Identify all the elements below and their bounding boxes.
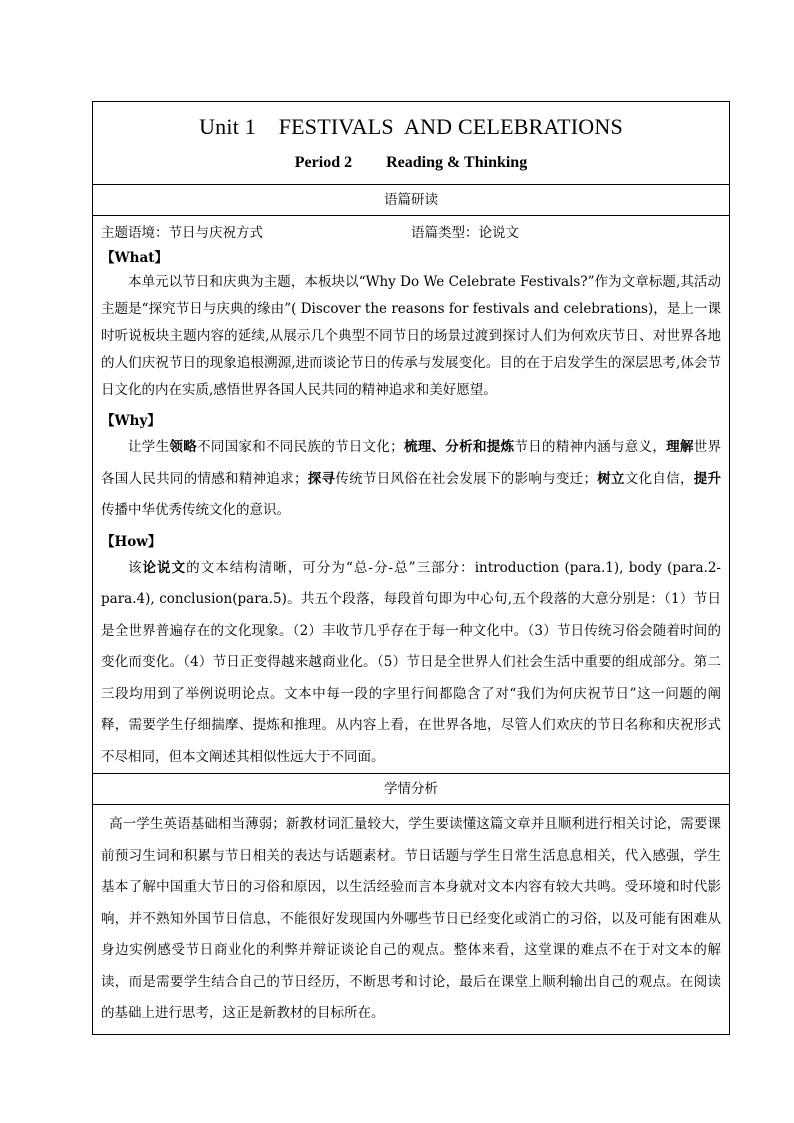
lesson-label: Reading & Thinking [386, 154, 528, 171]
period-label: Period 2 [294, 154, 353, 171]
title-cell [93, 102, 730, 185]
student-analysis-paragraph: 高一学生英语基础相当薄弱；新教材词汇量较大，学生要读懂这篇文章并且顺利进行相关讨论，需要课前预习生词和积累与节日相关的表达与话题素材。节日话题与学生日常生活息息相关，代入感强，学生基本了解中国重大节日的习俗和原因，以生活经验而言本身就对文本内容有较大共鸣。受环境和时代影响，并不熟知外国节日信息，不能很好发现国内外哪些节日已经变化或消亡的习俗，以及可能有困难从身边实例感受节日商业化的利弊并辩证谈论自己的观点。整体来看，这堂课的难点不在于对文本的解读，而是需要学生结合自己的节日经历，不断思考和讨论，最后在课堂上顺利输出自己的观点。在阅读的基础上进行思考，这正是新教材的目标所在。 [101, 816, 721, 1021]
topic-row [101, 219, 721, 247]
theme-context: 主题语境：节日与庆祝方式 [101, 225, 263, 241]
what-paragraph: 本单元以节日和庆典为主题，本板块以“Why Do We Celebrate Festivals?”作为文章标题,其活动主题是“探究节日与庆典的缘由”( Discover the reasons for festivals and celebrations)，是上一课时听说板块主题内容的延续,从展示几个典型不同节日的场景过渡到探讨人们为何欢庆节日、对世界各地的人们庆祝节日的现象追根溯源,进而谈论节日的传承与发展变化。目的在于启发学生的深层思考,体会节日文化的内在实质,感悟世界各国人民共同的精神追求和美好愿望。 [101, 274, 721, 398]
what-label: 【What】 [101, 250, 168, 266]
unit-title: Unit 1 FESTIVALS AND CELEBRATIONS [199, 114, 623, 139]
text-study-heading: 语篇研读 [93, 185, 730, 216]
text-genre: 语篇类型：论说文 [411, 225, 519, 241]
how-paragraph: 该论说文的文本结构清晰，可分为“总-分-总”三部分：introduction (para.1), body (para.2-para.4), conclusion(para.5)。共五个段落，每段首句即为中心句,五个段落的大意分别是：（1）节日是全世界普遍存在的文化现象。（2）丰收节几乎存在于每一种文化中。（3）节日传统习俗会随着时间的变化而变化。（4）节日正变得越来越商业化。（5）节日是全世界人们社会生活中重要的组成部分。第二三段均用到了举例说明论点。文本中每一段的字里行间都隐含了对“我们为何庆祝节日”这一问题的阐释，需要学生仔细揣摩、提炼和推理。从内容上看，在世界各地，尽管人们欢庆的节日名称和庆祝形式不尽相同，但本文阐述其相似性远大于不同面。 [101, 559, 721, 765]
student-analysis-heading: 学情分析 [93, 774, 730, 805]
why-paragraph: 让学生领略不同国家和不同民族的节日文化；梳理、分析和提炼节日的精神内涵与意义，理解世界各国人民共同的情感和精神追求；探寻传统节日风俗在社会发展下的影响与变迁；树立文化自信，提升传播中华优秀传统文化的意识。 [101, 439, 722, 518]
lesson-plan-table [92, 101, 730, 1035]
how-label: 【How】 [101, 533, 162, 550]
student-analysis-cell [93, 805, 730, 1035]
period-title [93, 154, 729, 172]
why-label: 【Why】 [101, 413, 161, 429]
text-study-cell [93, 216, 730, 774]
